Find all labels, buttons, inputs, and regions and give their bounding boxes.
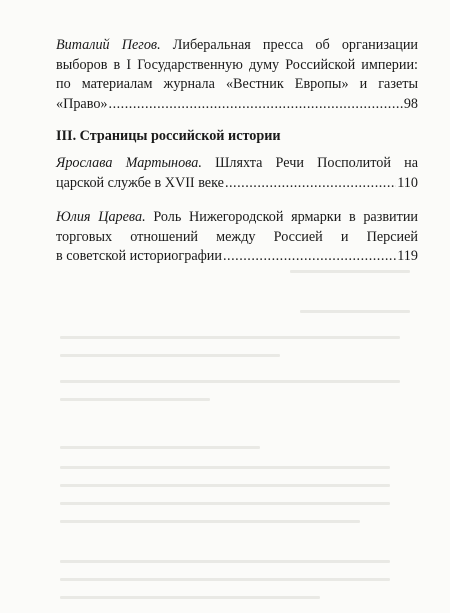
entry-line: [56, 154, 418, 174]
entry-title-part: в советской историографии: [56, 248, 222, 265]
entry-title-part: Либеральная пресса об организации: [172, 37, 419, 53]
entry-title-part: по материалам журнала «Вестник Европы» и газеты: [56, 76, 418, 93]
entry-title-part: торговых отношений между Россией и Персией: [56, 228, 418, 245]
entry-title-part: «Право»: [56, 95, 108, 112]
entry-title-part: выборов в I Государственную думу Российской империи:: [56, 56, 418, 73]
toc-entry-pegov: [56, 36, 418, 114]
entry-author: Юлия Царева.: [56, 209, 146, 225]
entry-leader-line: [56, 247, 418, 267]
entry-leader-line: [56, 95, 418, 115]
entry-title-part: Роль Нижегородской ярмарки в развитии: [153, 209, 419, 225]
entry-line: [56, 36, 418, 56]
entry-leader-line: [56, 174, 418, 194]
dot-leader: [109, 95, 403, 115]
toc-entry-martynova: [56, 154, 418, 193]
dot-leader: [225, 174, 396, 194]
entry-title-part: царской службе в XVII веке: [56, 174, 224, 191]
page-number: 110: [397, 174, 418, 191]
entry-line: [56, 208, 418, 228]
toc-entry-tsareva: [56, 208, 418, 267]
reverse-side-show-through: [0, 270, 450, 613]
page-number: 119: [397, 248, 418, 265]
entry-author: Ярослава Мартынова.: [56, 155, 202, 171]
page-number: 98: [403, 95, 418, 112]
dot-leader: [223, 247, 396, 267]
entry-author: Виталий Пегов.: [56, 37, 161, 53]
entry-title-part: Шляхта Речи Посполитой на: [215, 155, 418, 171]
section-heading: III. Страницы российской истории: [56, 128, 281, 144]
